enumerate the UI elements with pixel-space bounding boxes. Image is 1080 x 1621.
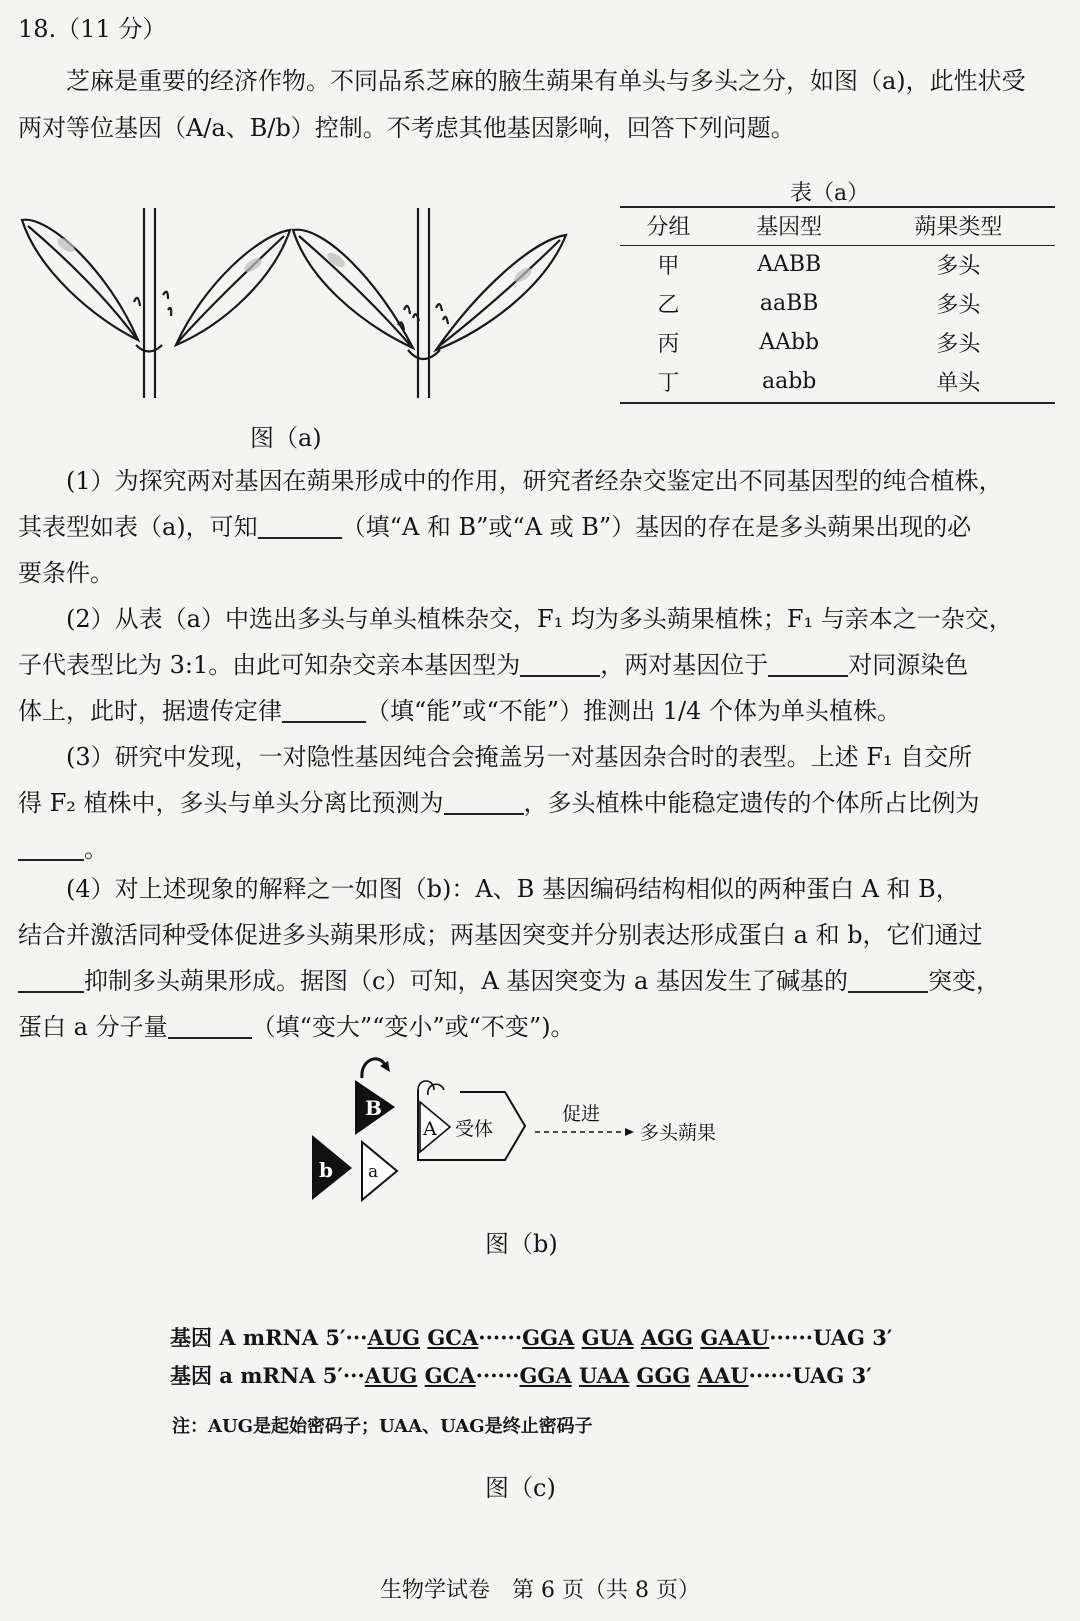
- q2-line-2: [18, 650, 1068, 680]
- answer-blank[interactable]: [848, 969, 928, 993]
- label-b: b: [319, 1158, 333, 1182]
- q4-line-1: (4）对上述现象的解释之一如图（b)：A、B 基因编码结构相似的两种蛋白 A 和 B，: [66, 875, 960, 903]
- codon: GAAU: [700, 1325, 770, 1350]
- codon: GGG: [636, 1363, 691, 1388]
- q4-line-4: [18, 1012, 1068, 1042]
- answer-blank[interactable]: [18, 837, 84, 861]
- table-a: [620, 206, 1055, 404]
- mrna-tail: ······UAG 3′: [748, 1363, 872, 1388]
- table-header-row: [620, 207, 1055, 246]
- table-row: [620, 246, 1055, 286]
- mrna-ellipsis: ······: [478, 1325, 523, 1350]
- table-header: 基因型: [717, 207, 862, 246]
- gene-A-mrna: [170, 1322, 892, 1352]
- codon: UAA: [578, 1363, 630, 1388]
- table-cell: aaBB: [759, 291, 819, 316]
- q2-text: 对同源染色: [848, 651, 969, 679]
- table-cell: AABB: [757, 252, 822, 277]
- answer-blank[interactable]: [444, 791, 524, 815]
- figure-c-note: 注：AUG是起始密码子；UAA、UAG是终止密码子: [172, 1416, 593, 1437]
- question-header: [18, 14, 1068, 44]
- q1-line-1: (1）为探究两对基因在蒴果形成中的作用，研究者经杂交鉴定出不同基因型的纯合植株，: [66, 467, 1003, 495]
- promote-label: 促进: [562, 1103, 601, 1125]
- q1-line-2: [18, 512, 1068, 542]
- codon: GGA: [522, 1325, 575, 1350]
- table-cell: 多头: [936, 254, 981, 279]
- table-cell: 丙: [657, 332, 680, 357]
- intro-line-2: 两对等位基因（A/a、B/b）控制。不考虑其他基因影响，回答下列问题。: [18, 114, 795, 142]
- q2-text: ，两对基因位于: [600, 651, 769, 679]
- q4-text: （填“变大”“变小”或“不变”)。: [251, 1013, 575, 1041]
- intro-line-1: 芝麻是重要的经济作物。不同品系芝麻的腋生蒴果有单头与多头之分，如图（a)，此性状受: [66, 67, 1026, 95]
- q2-text: 体上，此时，据遗传定律: [18, 697, 282, 725]
- table-a-title: 表（a）: [790, 181, 870, 206]
- mrna-tail: ······UAG 3′: [769, 1325, 893, 1350]
- table-header: 蒴果类型: [862, 207, 1055, 246]
- q3-line-3: [18, 834, 1068, 864]
- codon: GCA: [427, 1325, 479, 1350]
- figure-a-caption: 图（a): [250, 424, 322, 452]
- question-number: 18.: [18, 15, 57, 43]
- table-cell: 单头: [862, 363, 1055, 403]
- codon: AUG: [364, 1363, 418, 1388]
- curved-arrow-icon: [362, 1059, 386, 1078]
- q2-line-3: [18, 696, 1068, 726]
- table-row: [620, 363, 1055, 403]
- q4-line-3: [18, 966, 1068, 996]
- table-cell: 甲: [657, 254, 680, 279]
- table-row: [620, 285, 1055, 324]
- q2-line-1: (2）从表（a）中选出多头与单头植株杂交，F₁ 均为多头蒴果植株；F₁ 与亲本之一杂交，: [66, 605, 1013, 633]
- table-cell: 乙: [657, 293, 680, 318]
- label-B: B: [365, 1096, 382, 1120]
- q3-line-1: (3）研究中发现，一对隐性基因纯合会掩盖另一对基因杂合时的表型。上述 F₁ 自交所: [66, 743, 973, 771]
- table-header: 分组: [620, 207, 717, 246]
- mrna-prefix: 基因 a mRNA 5′···: [170, 1363, 365, 1388]
- q4-text: 突变，: [927, 967, 1000, 995]
- codon: GGA: [519, 1363, 572, 1388]
- q1-text: 其表型如表（a)，可知: [18, 513, 258, 541]
- table-cell: 丁: [620, 363, 717, 403]
- codon: AUG: [367, 1325, 421, 1350]
- q4-text: 抑制多头蒴果形成。据图（c）可知，A 基因突变为 a 基因发生了碱基的: [84, 967, 848, 995]
- table-cell: 多头: [936, 293, 981, 318]
- q3-text: ，多头植株中能稳定遗传的个体所占比例为: [523, 789, 980, 817]
- page-footer: 生物学试卷 第 6 页（共 8 页）: [380, 1578, 700, 1603]
- figure-b-caption: 图（b): [485, 1230, 558, 1258]
- label-a: a: [368, 1162, 379, 1182]
- figure-a-drawing: [18, 200, 598, 405]
- answer-blank[interactable]: [282, 699, 366, 723]
- gene-a-mrna: [170, 1360, 872, 1390]
- codon: GCA: [424, 1363, 476, 1388]
- q2-text: （填“能”或“不能”）推测出 1/4 个体为单头植株。: [366, 697, 901, 725]
- table-cell: 多头: [936, 332, 981, 357]
- label-A: A: [423, 1118, 437, 1140]
- mrna-prefix: 基因 A mRNA 5′···: [170, 1325, 368, 1350]
- answer-blank[interactable]: [18, 969, 84, 993]
- q3-text: 。: [84, 835, 108, 863]
- q4-text: 蛋白 a 分子量: [18, 1013, 168, 1041]
- figure-c-caption: 图（c): [485, 1474, 556, 1502]
- answer-blank[interactable]: [768, 653, 848, 677]
- q1-line-3: 要条件。: [18, 559, 114, 587]
- question-points: （11 分）: [56, 15, 167, 43]
- figure-b-diagram: [300, 1050, 760, 1215]
- table-cell: AAbb: [759, 330, 820, 355]
- answer-blank[interactable]: [520, 653, 600, 677]
- codon: AGG: [640, 1325, 694, 1350]
- q3-text: 得 F₂ 植株中，多头与单头分离比预测为: [18, 789, 444, 817]
- q4-line-2: 结合并激活同种受体促进多头蒴果形成；两基因突变并分别表达形成蛋白 a 和 b，它们通过: [18, 921, 983, 949]
- table-row: [620, 324, 1055, 363]
- q3-line-2: [18, 788, 1068, 818]
- codon: AAU: [697, 1363, 749, 1388]
- answer-blank[interactable]: [168, 1015, 252, 1039]
- answer-blank[interactable]: [258, 515, 342, 539]
- table-cell: aabb: [717, 363, 862, 403]
- q2-text: 子代表型比为 3:1。由此可知杂交亲本基因型为: [18, 651, 521, 679]
- receptor-label: 受体: [455, 1118, 494, 1140]
- codon: GUA: [581, 1325, 634, 1350]
- mrna-ellipsis: ······: [475, 1363, 520, 1388]
- result-label: 多头蒴果: [640, 1122, 717, 1144]
- q1-text: （填“A 和 B”或“A 或 B”）基因的存在是多头蒴果出现的必: [341, 513, 972, 541]
